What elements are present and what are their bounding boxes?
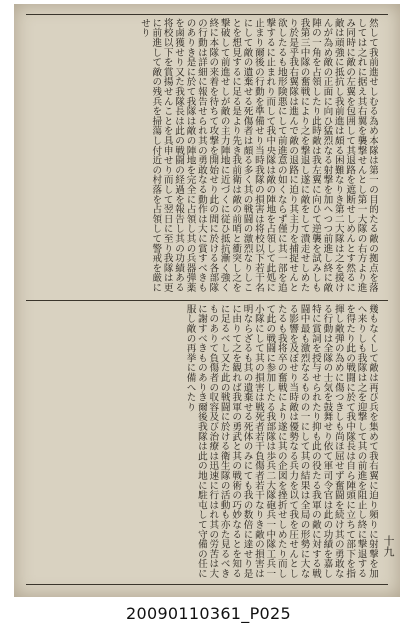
lower-text-block: 幾もなくして敵は再び兵を集めて我右翼に迫り頻りに射撃を加へ来りしも我隊は之を迎撃して其の前進を阻止し終に撃退するを得たり此の戦闘に於て我中隊長は自ら陣頭に立ちて部下を指揮し敵弾の為めに傷つきしも尚ほ屈せず奮闘を続け其の勇敢なる行動は全隊の士気を鼓舞せり依て軍司令官は此の功績を嘉し特に賞詞を授与せられたり抑も此の役たる我軍の敵に対する戦闘中最も激烈なるものの一にして其の結果は全局の形勢に大なる影響を及ぼせり当時敵は優勢なる兵力を以て我を圧せんとしたるも我将卒の奮戦により遂に其の企図を挫折せしめたり而して此の戦闘に参加したる我部隊は歩兵二大隊砲兵一中隊工兵一小隊にして其の損害は戦死者若干負傷者若干なりき敵の損害は明ならざるも其の遺棄せる死体のみにても我の数倍に達せり是に由りて之を観れば我軍の勇武と其の戦術の巧妙なるとを知るに足るべし又た此の戦闘に於ける衛生隊の活動も亦た見るべきものありて負傷者の収容及び治療は迅速に行はれ其の労苦は大に謝すべきものありき爾後我隊は此の地に駐屯して守備の任に服し敵の再挙に備へたり: [184, 304, 378, 579]
upper-text-block: 然して我前進せしむる為め本隊は第一の目的たる敵の拠点を落しては之れに据え其右翼を襲撃せんとし第一大隊の右方より進み同時に敵の左翼を包囲して其退路を遮断せしめんとす然るに敵は頑強に抵抗し我前進は頗る困難なりき第二大隊は之を援けんが為め敵の正面に向ひ猛烈なる射撃を加へつつ前進し終に敵陣の一角を占領したり此時敵は我左翼に向ひて逆襲を試みしも我第三中隊の奮戦により之を撃退し遂に敵をして潰走せしめたり於是乎我右翼隊は進んで敵の退路に迫り其主力を捕捉せんと欲したるも地形険悪にして前進意の如くならず僅に其一部を追撃するに止まれり而して我中央隊は敵の陣地を占領して此処に止まり爾後の行動を準備せり当時我隊の損害は将校以下若干名にして敵の遺棄せる死傷者は頗る多く其の戦闘の激烈なりしことを想見するに足る是より先き我前衛は敵の前哨と衝突し之を撃破して前進せしが敵の主力陣地に近づくに従ひ抵抗漸く強く終に本隊の来着を待ちて攻撃を開始せり此の間に於ける各部隊の行動は詳細に報告せられ其の勇敢なる動作は大に賞すべきものありき是に於て我隊は敵の陣地を完全に占領し其の兵器弾薬を鹵獲せり又た我隊長は此の戦闘の経過を報告し其の功績ある将校以下を賞揚せんことを具申せり而して翌日に至り我隊は更に前進して敵の残兵を掃蕩し付近の村落を占領して警戒を厳にせり: [138, 18, 378, 293]
document-page: [14, 4, 400, 597]
bottom-border-rule: [26, 584, 388, 585]
middle-divider-rule: [26, 300, 388, 301]
page-number: 十九: [382, 535, 395, 557]
top-border-rule: [26, 14, 388, 15]
image-caption: 20090110361_P025: [126, 604, 291, 623]
